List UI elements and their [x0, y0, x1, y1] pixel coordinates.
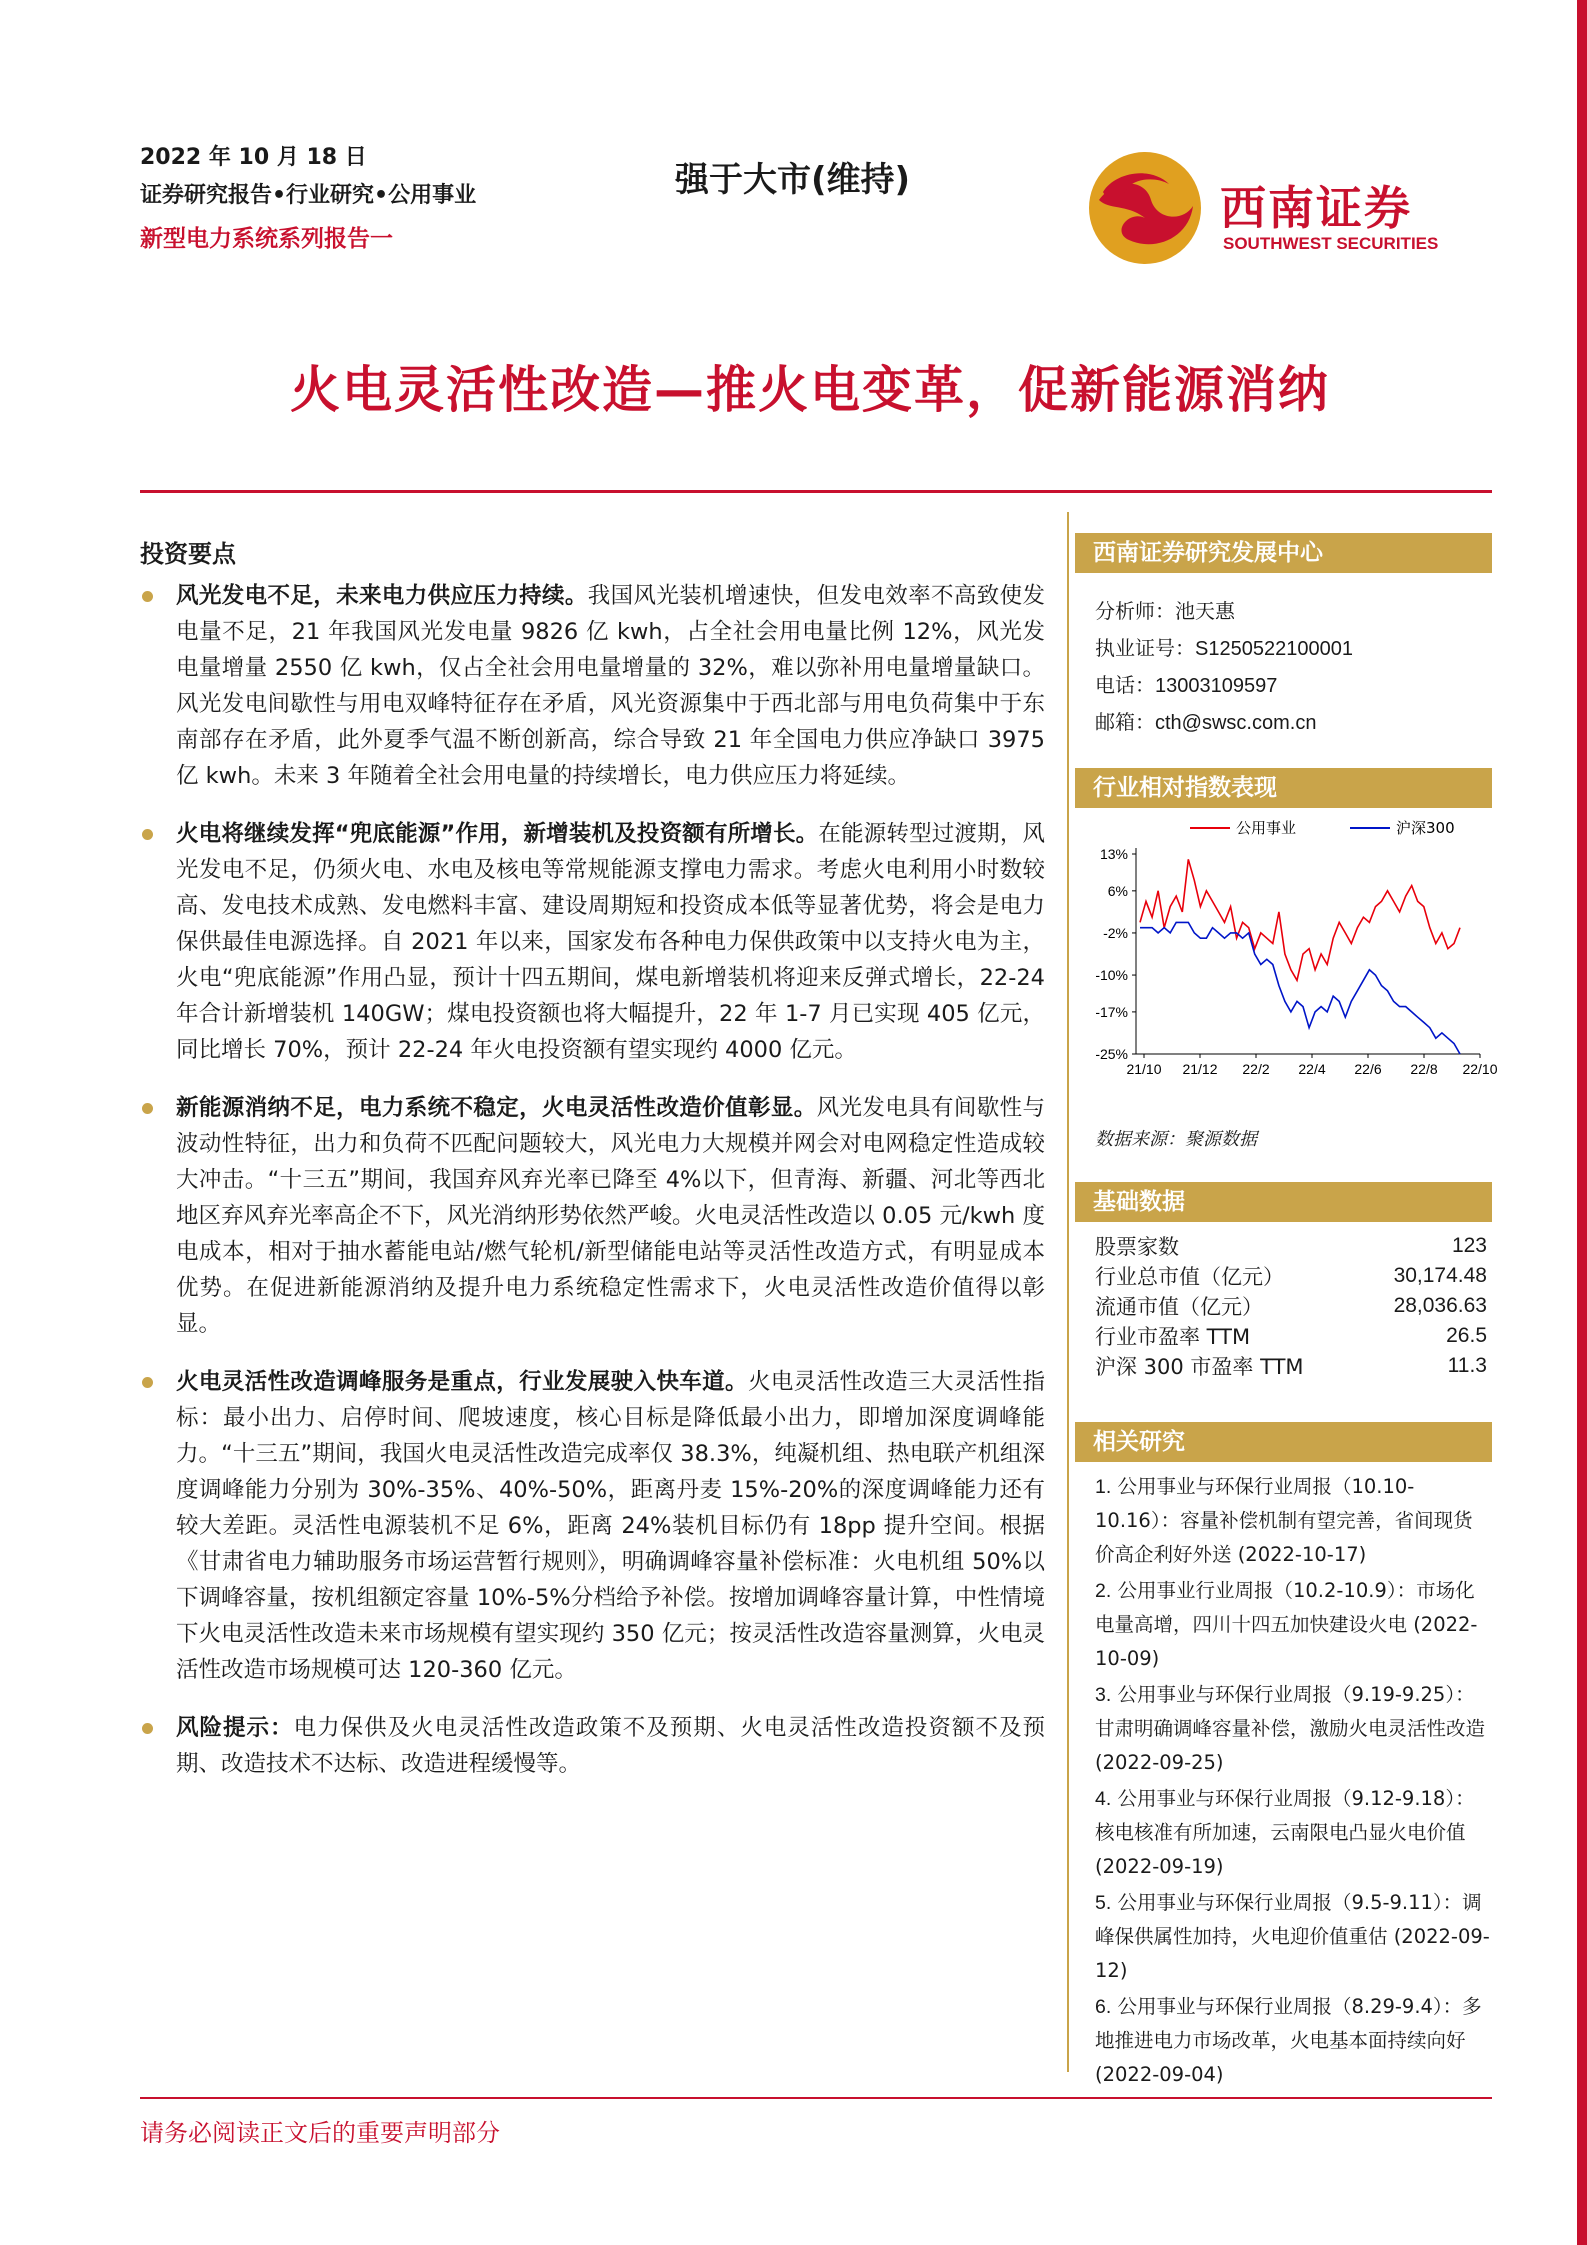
key-point: [140, 1090, 1045, 1342]
key-points: [140, 578, 1045, 1804]
related-report-title: 公用事业行业周报（10.2-10.9）：市场化电量高增，四川十四五加快建设火电 (2022-10-09): [1095, 1579, 1478, 1670]
fund-label: 行业总市值（亿元）: [1095, 1265, 1284, 1289]
legend-label: 公用事业: [1236, 819, 1297, 837]
page-edge-stripe: [1577, 0, 1587, 2245]
key-point: [140, 816, 1045, 1068]
x-tick-label: 21/10: [1126, 1061, 1162, 1077]
phone-label: 电话：: [1095, 675, 1155, 697]
relative-index-chart: [1080, 810, 1498, 1100]
related-report-title: 公用事业与环保行业周报（9.19-9.25）：甘肃明确调峰容量补偿，激励火电灵活性改造 (2022-09-25): [1095, 1683, 1486, 1774]
list-item[interactable]: [1095, 1574, 1490, 1676]
license-label: 执业证号：: [1095, 638, 1195, 660]
key-point-lead: 火电灵活性改造调峰服务是重点，行业发展驶入快车道。: [176, 1369, 748, 1395]
key-point-body: 电力保供及火电灵活性改造政策不及预期、火电灵活性改造投资额不及预期、改造技术不达标、改造进程缓慢等。: [176, 1715, 1045, 1777]
bullet-icon: [142, 591, 153, 602]
table-row: [1095, 1231, 1487, 1261]
y-tick-label: 13%: [1099, 846, 1128, 862]
analyst-info: [1095, 593, 1353, 741]
related-report-title: 公用事业与环保行业周报（8.29-9.4）：多地推进电力市场改革，火电基本面持续向好 (2022-09-04): [1095, 1995, 1482, 2086]
fund-label: 流通市值（亿元）: [1095, 1295, 1263, 1319]
fund-value: 26.5: [1446, 1324, 1487, 1347]
x-tick-label: 22/8: [1410, 1061, 1438, 1077]
fund-label: 沪深 300 市盈率 TTM: [1095, 1355, 1304, 1379]
x-tick-label: 22/10: [1462, 1061, 1498, 1077]
y-tick-label: -17%: [1095, 1003, 1128, 1020]
footer-disclaimer: 请务必阅读正文后的重要声明部分: [140, 2119, 500, 2147]
series-line-utilities: [1140, 859, 1460, 980]
report-series: 新型电力系统系列报告一: [140, 226, 393, 252]
list-item[interactable]: [1095, 1990, 1490, 2092]
fundamentals-table: [1095, 1231, 1487, 1381]
title-divider: [140, 490, 1492, 493]
x-tick-label: 22/6: [1354, 1061, 1382, 1077]
fundamentals-title: 基础数据: [1075, 1182, 1492, 1222]
key-point: [140, 1364, 1045, 1688]
email-label: 邮箱：: [1095, 712, 1155, 734]
chart-data-source: 数据来源：聚源数据: [1095, 1129, 1257, 1150]
key-point-body: 在能源转型过渡期，风光发电不足，仍须火电、水电及核电等常规能源支撑电力需求。考虑火电利用小时数较高、发电技术成熟、发电燃料丰富、建设周期短和投资成本低等显著优势，将会是电力保供最佳电源选择。自 2021 年以来，国家发布各种电力保供政策中以支持火电为主，火电“兜底能源”作用凸显，预计十四五期间，煤电新增装机将迎来反弹式增长，22-24 年合计新增装机 140GW；煤电投资额也将大幅提升，22 年 1-7 月已实现 405 亿元，同比增长 70%，预计 22-24 年火电投资额有望实现约 4000 亿元。: [176, 821, 1045, 1063]
y-tick-label: -2%: [1103, 924, 1128, 941]
section-heading: 投资要点: [140, 540, 236, 568]
y-tick-label: -25%: [1095, 1046, 1128, 1062]
legend-label: 沪深300: [1396, 819, 1455, 837]
list-number: 1.: [1095, 1476, 1112, 1498]
report-date: 2022 年 10 月 18 日: [140, 145, 367, 170]
email-link[interactable]: cth@swsc.com.cn: [1155, 712, 1317, 734]
table-row: [1095, 1321, 1487, 1351]
x-tick-label: 21/12: [1182, 1061, 1218, 1077]
fund-label: 行业市盈率 TTM: [1095, 1325, 1251, 1349]
table-row: [1095, 1351, 1487, 1381]
fund-label: 股票家数: [1095, 1235, 1179, 1259]
table-row: [1095, 1261, 1487, 1291]
logo-name-en: SOUTHWEST SECURITIES: [1223, 234, 1439, 253]
rating: 强于大市(维持): [675, 160, 911, 200]
fund-value: 11.3: [1447, 1354, 1487, 1377]
key-point: [140, 1710, 1045, 1782]
related-report-title: 公用事业与环保行业周报（9.5-9.11）：调峰保供属性加持，火电迎价值重估 (2022-09-12): [1095, 1891, 1490, 1982]
company-logo: [1085, 140, 1485, 270]
column-divider: [1067, 512, 1069, 2072]
y-tick-label: 6%: [1107, 882, 1128, 899]
fund-value: 30,174.48: [1393, 1264, 1487, 1287]
related-research-title: 相关研究: [1075, 1422, 1492, 1462]
x-tick-label: 22/2: [1242, 1061, 1270, 1077]
key-point-lead: 风险提示：: [176, 1715, 294, 1741]
bullet-icon: [142, 1103, 153, 1114]
logo-name-cn: 西南证券: [1220, 181, 1412, 235]
list-number: 5.: [1095, 1892, 1112, 1914]
key-point-lead: 新能源消纳不足，电力系统不稳定，火电灵活性改造价值彰显。: [176, 1095, 817, 1121]
x-tick-label: 22/4: [1298, 1061, 1326, 1077]
key-point-lead: 火电将继续发挥“兜底能源”作用，新增装机及投资额有所增长。: [176, 821, 819, 847]
analyst-name-label: 分析师：: [1095, 601, 1175, 623]
list-item[interactable]: [1095, 1886, 1490, 1988]
key-point-body: 我国风光装机增速快，但发电效率不高致使发电量不足，21 年我国风光发电量 9826 亿 kwh，占全社会用电量比例 12%，风光发电量增量 2550 亿 kwh，仅占全社会用电量增量的 32%，难以弥补用电量增量缺口。风光发电间歇性与用电双峰特征存在矛盾，风光资源集中于西北部与用电负荷集中于东南部存在矛盾，此外夏季气温不断创新高，综合导致 21 年全国电力供应净缺口 3975 亿 kwh。未来 3 年随着全社会用电量的持续增长，电力供应压力将延续。: [176, 583, 1045, 789]
license-number: S1250522100001: [1195, 638, 1353, 660]
list-number: 4.: [1095, 1788, 1112, 1810]
key-point-lead: 风光发电不足，未来电力供应压力持续。: [176, 583, 588, 609]
y-tick-label: -10%: [1095, 967, 1128, 984]
list-number: 3.: [1095, 1684, 1112, 1706]
series-line-csi300: [1140, 922, 1460, 1054]
list-number: 6.: [1095, 1996, 1112, 2018]
list-item[interactable]: [1095, 1678, 1490, 1780]
bullet-icon: [142, 1723, 153, 1734]
analyst-name: 池天惠: [1175, 601, 1235, 623]
fund-value: 123: [1451, 1234, 1487, 1257]
key-point-body: 风光发电具有间歇性与波动性特征，出力和负荷不匹配问题较大，风光电力大规模并网会对电网稳定性造成较大冲击。“十三五”期间，我国弃风弃光率已降至 4%以下，但青海、新疆、河北等西北地区弃风弃光率高企不下，风光消纳形势依然严峻。火电灵活性改造以 0.05 元/kwh 度电成本，相对于抽水蓄能电站/燃气轮机/新型储能电站等灵活性改造方式，有明显成本优势。在促进新能源消纳及提升电力系统稳定性需求下，火电灵活性改造价值得以彰显。: [176, 1095, 1045, 1337]
footer-divider: [140, 2097, 1492, 2099]
related-research-list: [1095, 1470, 1490, 2094]
research-center-title: 西南证券研究发展中心: [1075, 533, 1492, 573]
related-report-title: 公用事业与环保行业周报（9.12-9.18）：核电核准有所加速，云南限电凸显火电价值 (2022-09-19): [1095, 1787, 1475, 1878]
key-point-body: 火电灵活性改造三大灵活性指标：最小出力、启停时间、爬坡速度，核心目标是降低最小出力，即增加深度调峰能力。“十三五”期间，我国火电灵活性改造完成率仅 38.3%，纯凝机组、热电联产机组深度调峰能力分别为 30%-35%、40%-50%，距离丹麦 15%-20%的深度调峰能力还有较大差距。灵活性电源装机不足 6%，距离 24%装机目标仍有 18pp 提升空间。根据《甘肃省电力辅助服务市场运营暂行规则》，明确调峰容量补偿标准：火电机组 50%以下调峰容量，按机组额定容量 10%-5%分档给予补偿。按增加调峰容量计算，中性情境下火电灵活性改造未来市场规模有望实现约 350 亿元；按灵活性改造容量测算，火电灵活性改造市场规模可达 120-360 亿元。: [176, 1369, 1045, 1683]
relative-index-svg: [1080, 810, 1498, 1100]
phone-number: 13003109597: [1155, 675, 1278, 697]
report-type: 证券研究报告•行业研究•公用事业: [140, 183, 477, 208]
bullet-icon: [142, 1377, 153, 1388]
list-item[interactable]: [1095, 1470, 1490, 1572]
table-row: [1095, 1291, 1487, 1321]
report-title: 火电灵活性改造—推火电变革，促新能源消纳: [290, 361, 1330, 419]
related-report-title: 公用事业与环保行业周报（10.10-10.16）：容量补偿机制有望完善，省间现货价高企利好外送 (2022-10-17): [1095, 1475, 1473, 1566]
bullet-icon: [142, 829, 153, 840]
list-number: 2.: [1095, 1580, 1112, 1602]
logo-mark-icon: [1085, 148, 1205, 268]
list-item[interactable]: [1095, 1782, 1490, 1884]
key-point: [140, 578, 1045, 794]
fund-value: 28,036.63: [1393, 1294, 1487, 1317]
index-performance-title: 行业相对指数表现: [1075, 768, 1492, 808]
